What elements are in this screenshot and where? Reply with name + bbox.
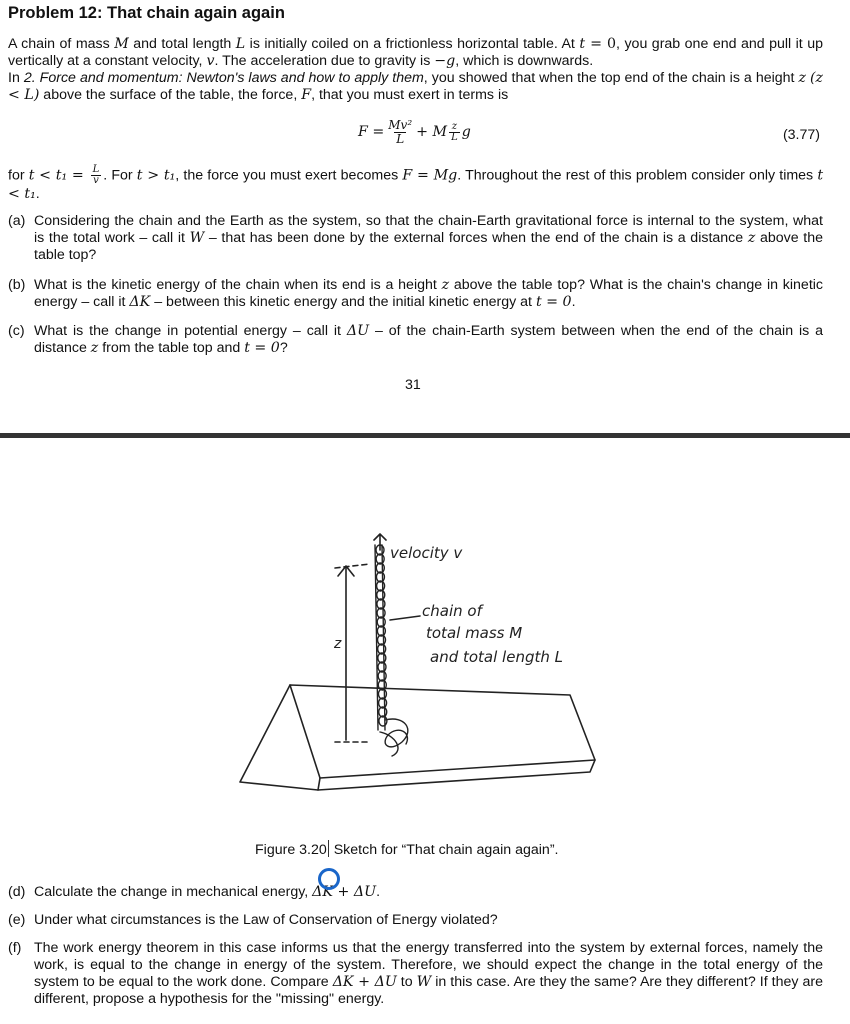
chain-label-line-1: chain of — [422, 602, 482, 620]
chain — [375, 545, 408, 756]
page-divider — [0, 433, 850, 438]
force-equation: F = $\frac{\text{Mv²}}{L}$ + M $\frac{z}{L}$ g — [358, 118, 471, 146]
velocity-label: velocity v — [390, 544, 463, 562]
fraction-l-over-v: $\frac{L}{v}$ — [92, 164, 100, 186]
question-f: (f) The work energy theorem in this case informs us that the energy transferred into the system by external forces, namely the work, is equal to the change in energy of the system. Therefore, we should expect the change in the total energy of the system to be equal to the work done. Compare ΔK + ΔU to W in this case. Are they the same? Are they different? If they are different, propose a hypothesis for the "missing" energy. — [8, 940, 823, 1007]
question-b: (b) What is the kinetic energy of the chain when its end is a height z above the table top? What is the chain's change in kinetic energy – call it ΔK – between this kinetic energy and the initial kinetic energy at t = 0. — [8, 277, 824, 310]
question-d: (d) Calculate the change in mechanical energy, ΔK + ΔU. — [8, 884, 381, 900]
condition-paragraph: for t < t₁ = $\frac{L}{v}$ . For t > t₁, the force you must exert becomes F = Mg. Throughout the rest of this problem consider only times t < t₁. — [8, 164, 824, 202]
figure-number: Figure 3.20 — [255, 842, 327, 858]
chain-sketch — [230, 520, 610, 820]
intro-paragraph: A chain of mass M and total length L is initially coiled on a frictionless horizontal table. At t = 0, you grab one end and pull it up vertically at a constant velocity, v. The acceleration due to gravity is −g, which is downwards. In 2. Force and momentum: Newton's laws and how to apply them, you showed that when the top end of the chain is a height z (z < L) above the surface of the table, the force, F, that you must exert in terms is — [8, 36, 823, 103]
chain-label-line-3: and total length L — [430, 648, 563, 666]
page-number: 31 — [405, 377, 421, 393]
chapter-reference: 2. Force and momentum: Newton's laws and how to apply them — [23, 70, 424, 86]
table-top — [290, 685, 595, 778]
fraction-mv2-over-l: $\frac{\text{Mv²}}{L}$ — [388, 118, 413, 146]
fraction-z-over-l: $\frac{z}{L}$ — [451, 121, 458, 143]
problem-title: Problem 12: That chain again again — [8, 4, 285, 22]
question-c: (c) What is the change in potential energy – call it ΔU – of the chain-Earth system between when the end of the chain is a distance z from the table top and t = 0? — [8, 323, 823, 356]
text-caret — [328, 840, 329, 857]
question-e: (e) Under what circumstances is the Law of Conservation of Energy violated? — [8, 912, 498, 928]
z-label: z — [334, 636, 342, 652]
question-a: (a) Considering the chain and the Earth as the system, so that the chain-Earth gravitational force is internal to the system, what is the total work – call it W – that has been done by the external forces when the end of the chain is a distance z above the table top? — [8, 213, 823, 263]
mouse-cursor-ring — [318, 868, 340, 890]
chain-label-line-2: total mass M — [426, 624, 523, 642]
equation-number: (3.77) — [782, 127, 820, 143]
equation-row — [0, 117, 850, 157]
figure-caption: Figure 3.20 Sketch for “That chain again again”. — [255, 842, 559, 858]
chain-label-leader — [390, 616, 420, 620]
